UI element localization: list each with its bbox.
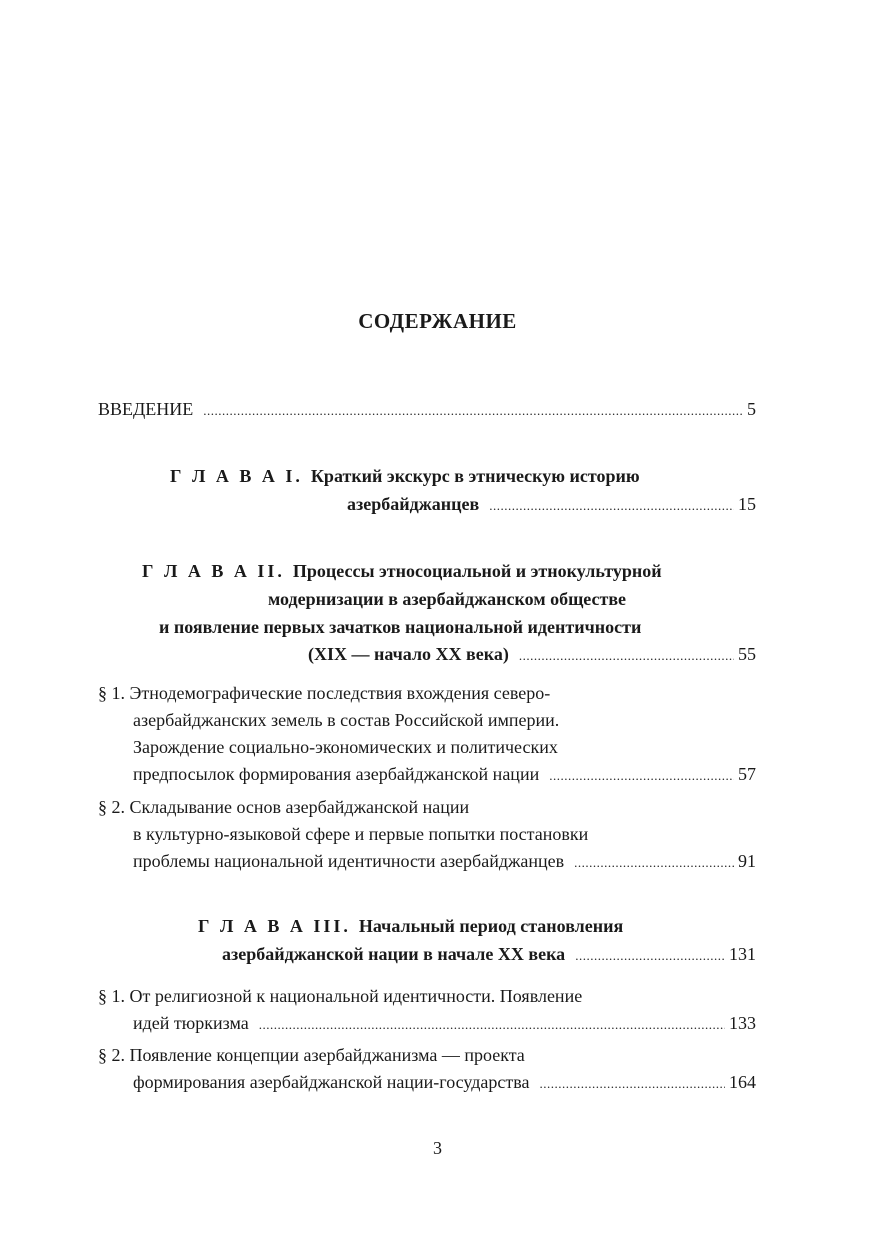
leader-dots (574, 852, 734, 874)
toc-entry-chapter3[interactable] (222, 943, 756, 967)
toc-entry-chapter1[interactable] (347, 493, 756, 517)
section-text: Складывание основ азербайджанской нации (129, 797, 470, 817)
leader-dots (203, 400, 743, 422)
chapter1-page: 15 (738, 494, 756, 514)
section-number: § 2. (98, 797, 125, 817)
chapter3-label: Г Л А В А III. (198, 916, 351, 936)
section-number: § 1. (98, 986, 125, 1006)
section-text: Появление концепции азербайджанизма — проекта (129, 1045, 525, 1065)
toc-entry-chapter2[interactable] (308, 643, 756, 667)
chapter3-section2-line2: формирования азербайджанской нации-государства (133, 1072, 530, 1092)
chapter2-section1-line2: азербайджанских земель в состав Российской империи. (133, 710, 560, 730)
chapter2-heading[interactable] (142, 560, 662, 582)
chapter2-title-line3: и появление первых зачатков национальной идентичности (159, 617, 642, 637)
chapter2-section2-line3: проблемы национальной идентичности азербайджанцев (133, 851, 565, 871)
chapter2-page: 55 (738, 644, 756, 664)
chapter3-section1-line1[interactable] (98, 985, 582, 1007)
chapter2-section1-line3: Зарождение социально-экономических и политических (133, 737, 558, 757)
chapter2-section2-line1[interactable] (98, 796, 469, 818)
chapter3-section1-page: 133 (729, 1013, 756, 1033)
leader-dots (489, 495, 734, 517)
chapter1-heading[interactable] (170, 465, 640, 487)
toc-entry-chapter2-section1[interactable] (133, 763, 756, 787)
section-text: Этнодемографические последствия вхождения северо- (129, 683, 551, 703)
leader-dots (540, 1073, 725, 1095)
chapter2-section1-line4: предпосылок формирования азербайджанской нации (133, 764, 540, 784)
leader-dots (549, 765, 734, 787)
intro-page: 5 (747, 399, 756, 419)
page-number: 3 (433, 1138, 442, 1158)
chapter2-section2-page: 91 (738, 851, 756, 871)
toc-entry-chapter2-section2[interactable] (133, 850, 756, 874)
leader-dots (519, 645, 734, 667)
chapter1-label: Г Л А В А I. (170, 466, 303, 486)
section-number: § 1. (98, 683, 125, 703)
chapter1-title-line1: Краткий экскурс в этническую историю (310, 466, 640, 486)
chapter2-label: Г Л А В А II. (142, 561, 285, 581)
chapter3-section2-page: 164 (729, 1072, 756, 1092)
toc-entry-chapter3-section2[interactable] (133, 1071, 756, 1095)
leader-dots (575, 945, 725, 967)
chapter3-section2-line1[interactable] (98, 1044, 525, 1066)
chapter2-section1-line1[interactable] (98, 682, 550, 704)
chapter2-title-line1: Процессы этносоциальной и этнокультурной (292, 561, 662, 581)
page-title: СОДЕРЖАНИЕ (358, 309, 517, 333)
toc-entry-intro[interactable] (98, 398, 756, 422)
chapter2-title-line2: модернизации в азербайджанском обществе (268, 589, 627, 609)
chapter2-section2-line2: в культурно-языковой сфере и первые попытки постановки (133, 824, 589, 844)
leader-dots (259, 1014, 725, 1036)
section-text: От религиозной к национальной идентичности. Появление (129, 986, 583, 1006)
section-number: § 2. (98, 1045, 125, 1065)
toc-entry-chapter3-section1[interactable] (133, 1012, 756, 1036)
chapter3-title-line1: Начальный период становления (358, 916, 624, 936)
chapter1-title-line2: азербайджанцев (347, 494, 480, 514)
chapter3-title-line2: азербайджанской нации в начале XX века (222, 944, 566, 964)
chapter2-section1-page: 57 (738, 764, 756, 784)
chapter3-heading[interactable] (198, 915, 623, 937)
chapter3-page: 131 (729, 944, 756, 964)
chapter3-section1-line2: идей тюркизма (133, 1013, 249, 1033)
intro-label: ВВЕДЕНИЕ (98, 399, 194, 419)
chapter2-title-line4: (XIX — начало XX века) (308, 644, 509, 664)
